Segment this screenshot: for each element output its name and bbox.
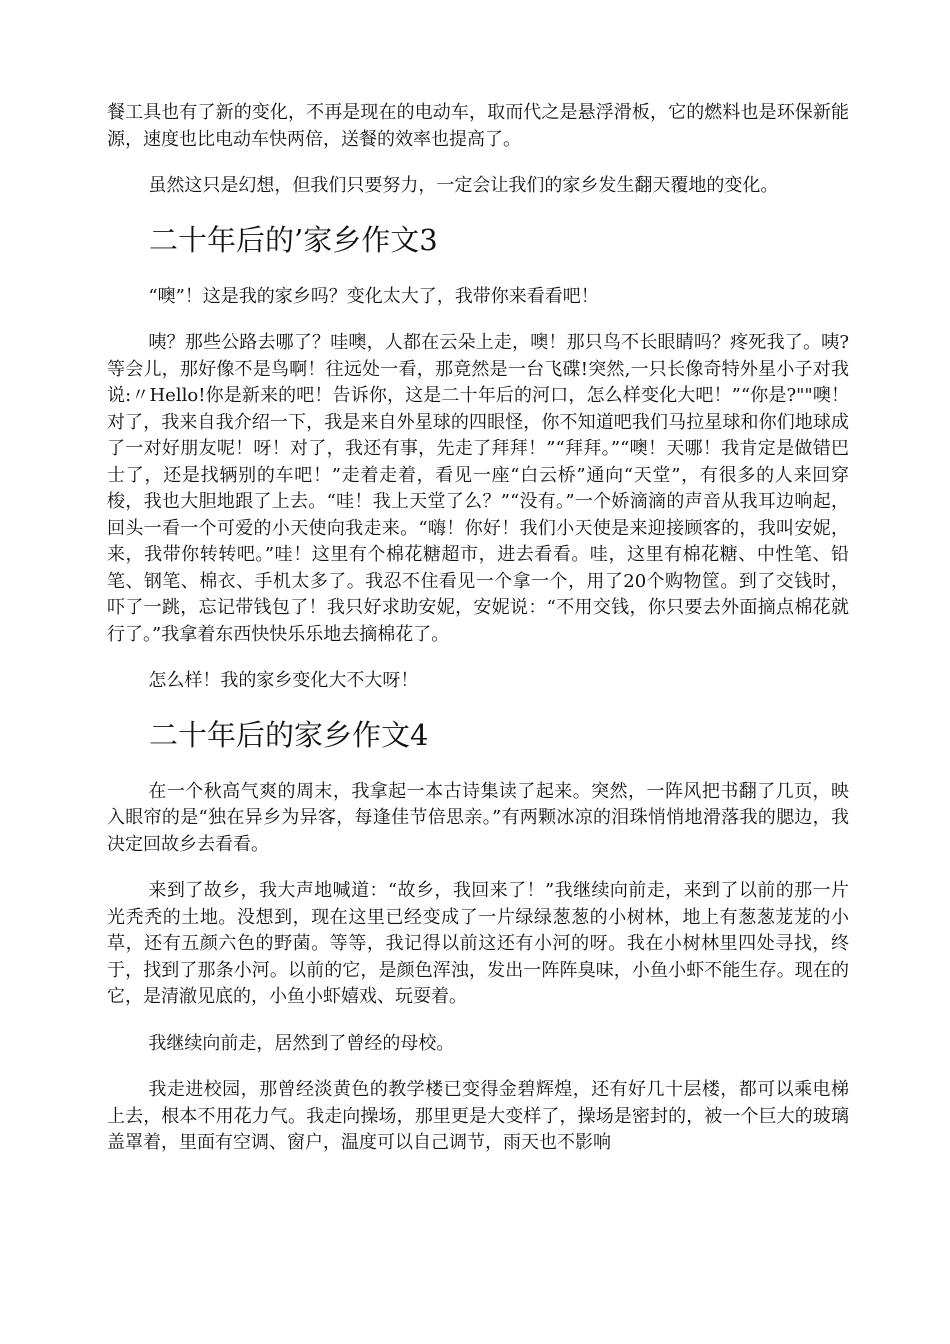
essay-4-paragraph-3: 我继续向前走，居然到了曾经的母校。 <box>148 1032 455 1054</box>
essay-3-paragraph-3: 怎么样！我的家乡变化大不大呀！ <box>148 670 419 691</box>
paragraph-intro-conclusion: 虽然这只是幻想，但我们只要努力，一定会让我们的家乡发生翻天覆地的变化。 <box>148 175 779 196</box>
essay-3-paragraph-1: “噢”！这是我的家乡吗？变化太大了，我带你来看看吧！ <box>148 285 599 307</box>
essay-4-paragraph-1: 在一个秋高气爽的周末，我拿起一本古诗集读了起来。突然，一阵风把书翻了几页，映入眼帘的是“独在异乡为异客，每逢佳节倍思亲。”有两颗冰凉的泪珠悄悄地滑落我的腮边，我决定回故乡去看看。 <box>107 780 849 855</box>
essay-4-heading: 二十年后的家乡作文4 <box>149 717 429 752</box>
essay-3-heading: 二十年后的’家乡作文3 <box>149 222 438 257</box>
document-page <box>107 100 849 1177</box>
essay-3-paragraph-2: 咦？那些公路去哪了？哇噢，人都在云朵上走，噢！那只鸟不长眼睛吗？疼死我了。咦?等会儿，那好像不是鸟啊！往远处一看，那竟然是一台飞碟!突然,一只长像奇特外星小子对我说:〃Hello!你是新来的吧！告诉你，这是二十年后的河口，怎么样变化大吧！”“你是?""噢！对了，我来自我介绍一下，我是来自外星球的四眼怪，你不知道吧我们马拉星球和你们地球成了一对好朋友呢！呀！对了，我还有事，先走了拜拜！”“拜拜。”“噢！天哪！我肯定是做错巴士了，还是找辆别的车吧！”走着走着，看见一座“白云桥”通向“天堂”，有很多的人来回穿梭，我也大胆地跟了上去。“哇！我上天堂了么？”“没有。”一个娇滴滴的声音从我耳边响起，回头一看一个可爱的小天使向我走来。“嗨！你好！我们小天使是来迎接顾客的，我叫安妮，来，我带你转转吧。”哇！这里有个棉花糖超市，进去看看。哇，这里有棉花糖、中性笔、铅笔、钢笔、棉衣、手机太多了。我忍不住看见一个拿一个，用了20个购物筐。到了交钱时，吓了一跳，忘记带钱包了！我只好求助安妮，安妮说：“不用交钱，你只要去外面摘点棉花就行了。”我拿着东西快快乐乐地去摘棉花了。 <box>107 332 849 645</box>
essay-4-paragraph-4: 我走进校园，那曾经淡黄色的教学楼已变得金碧辉煌，还有好几十层楼，都可以乘电梯上去，根本不用花力气。我走向操场，那里更是大变样了，操场是密封的，被一个巨大的玻璃盖罩着，里面有空调、窗户，温度可以自己调节，雨天也不影响 <box>107 1079 849 1153</box>
essay-4-paragraph-2: 来到了故乡，我大声地喊道：“故乡，我回来了！”我继续向前走，来到了以前的那一片光秃秃的土地。没想到，现在这里已经变成了一片绿绿葱葱的小树林，地上有葱葱茏茏的小草，还有五颜六色的野菌。等等，我记得以前这还有小河的呀。我在小树林里四处寻找，终于，找到了那条小河。以前的它，是颜色浑浊，发出一阵阵臭味，小鱼小虾不能生存。现在的它，是清澈见底的，小鱼小虾嬉戏、玩耍着。 <box>107 880 849 1007</box>
paragraph-intro-continued: 餐工具也有了新的变化，不再是现在的电动车，取而代之是悬浮滑板，它的燃料也是环保新能源，速度也比电动车快两倍，送餐的效率也提高了。 <box>107 102 849 150</box>
